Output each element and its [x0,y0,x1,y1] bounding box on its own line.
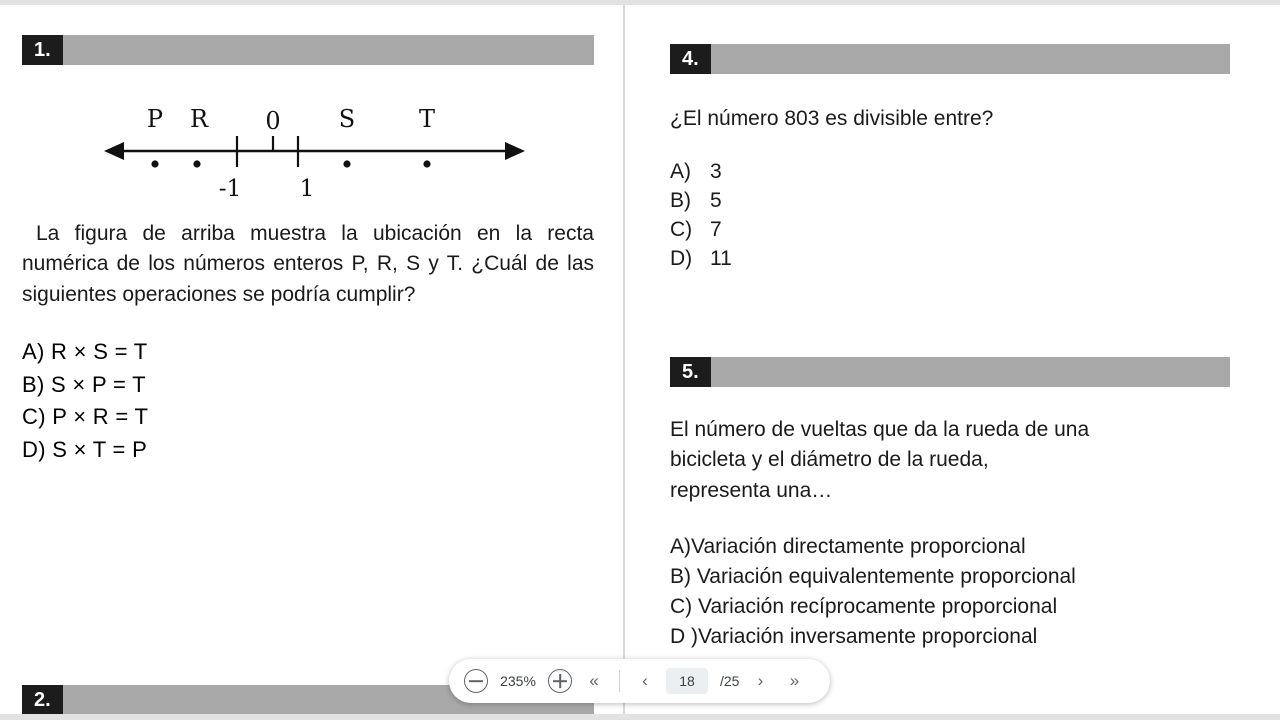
question-5-options [670,532,1230,651]
last-page-icon[interactable]: » [789,671,800,690]
svg-text:0: 0 [265,107,281,135]
plus-circle-icon [548,669,572,693]
option-label: D) [22,436,46,462]
question-4-option-c [670,216,1230,245]
right-page-column [625,5,1280,714]
question-4-option-d [670,245,1230,274]
question-5-banner-bar [711,357,1230,387]
zoom-in-icon[interactable] [547,668,573,694]
question-5-option-d [670,622,1230,652]
zoom-out-icon[interactable] [463,668,489,694]
question-4 [670,44,1230,274]
question-2-number: 2. [22,685,63,714]
option-text: 3 [710,160,722,184]
option-text: 5 [710,189,722,213]
page-bottom-edge [0,714,1280,720]
minus-circle-icon [464,669,488,693]
zoom-level-label: 235% [500,673,536,689]
option-label: A) [670,160,691,184]
question-4-banner-bar [711,44,1230,74]
question-1-stem-block [22,219,594,310]
question-4-number: 4. [670,44,711,74]
svg-text:R: R [189,105,209,133]
option-text: S × T = P [52,436,148,462]
first-page-icon[interactable]: « [589,671,599,690]
question-1-option-a [22,336,594,369]
option-text: P × R = T [52,404,149,430]
question-5-stem-line-3: representa una… [670,478,833,502]
option-text: R × S = T [51,339,148,365]
option-text: Variación inversamente proporcional [698,624,1038,648]
question-5-banner [670,357,1230,387]
option-label: D) [670,247,693,271]
question-5-option-a [670,532,1230,562]
svg-text:T: T [418,105,436,133]
question-1-option-b [22,369,594,402]
question-1-banner [22,35,594,65]
option-label: C) [670,218,693,242]
option-text: Variación directamente proporcional [691,535,1026,559]
question-5 [670,357,1230,652]
svg-text:-1: -1 [218,176,242,201]
next-page-icon[interactable]: › [757,671,764,690]
svg-text:P: P [146,105,164,133]
question-5-number: 5. [670,357,711,387]
option-text: Variación recíprocamente proporcional [692,594,1058,618]
number-line-figure [22,91,594,201]
question-1-banner-bar [63,35,594,65]
option-label: B) [670,565,691,589]
question-5-stem-line-1: El número de vueltas que da la rueda de una [670,418,1090,441]
option-label: D ) [670,624,698,648]
option-text: S × P = T [51,371,146,397]
question-1-option-d [22,434,594,467]
pdf-viewer-toolbar[interactable] [449,659,830,703]
left-page-column [0,5,623,714]
question-5-option-c [670,592,1230,622]
question-5-option-b [670,562,1230,592]
option-label: B) [670,189,691,213]
toolbar-separator [619,670,620,692]
question-5-stem-line-2: bicicleta y el diámetro de la rueda, [670,448,989,472]
svg-text:S: S [338,105,356,133]
option-label: C) [670,594,693,618]
option-text: Variación equivalentemente proporcional [691,565,1076,589]
question-1 [22,35,594,467]
option-text: 7 [710,218,722,242]
question-1-option-c [22,401,594,434]
question-1-stem: La figura de arriba muestra la ubicación en la recta numérica de los números enteros P, R, S y T. ¿Cuál de las siguientes operaciones se podría cumplir? [22,222,594,306]
page-total-label: /25 [720,673,740,689]
option-text: 11 [710,247,732,271]
option-label: A) [670,535,691,559]
question-5-stem-block [670,415,1230,506]
option-label: A) [22,339,45,365]
question-1-number: 1. [22,35,63,65]
svg-text:1: 1 [299,176,315,201]
option-label: C) [22,404,46,430]
question-4-banner [670,44,1230,74]
page-number-input[interactable]: 18 [666,668,708,694]
question-4-option-b [670,187,1230,216]
previous-page-icon[interactable]: ‹ [642,671,648,690]
question-4-stem: ¿El número 803 es divisible entre? [670,107,994,130]
question-1-options [22,336,594,466]
question-4-option-a [670,158,1230,187]
option-label: B) [22,371,45,397]
question-4-options [670,158,1230,274]
